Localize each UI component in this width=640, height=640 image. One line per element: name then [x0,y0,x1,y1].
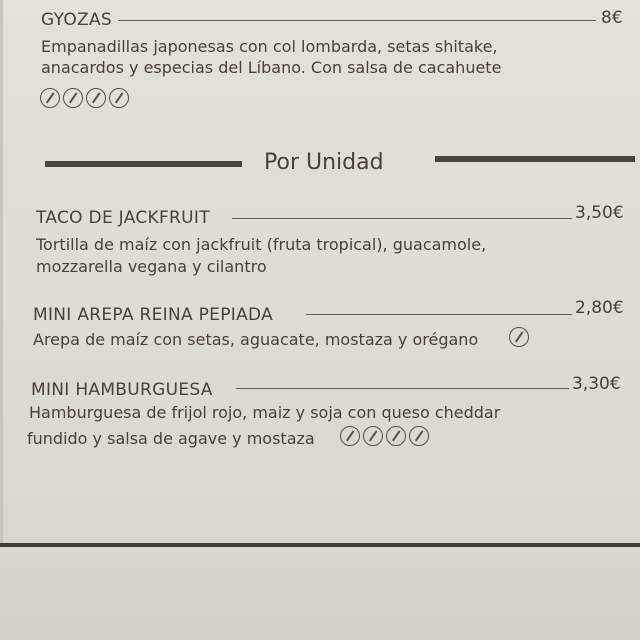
section-bar-left [45,161,242,167]
price-leader [118,20,596,21]
item-desc-taco-1: Tortilla de maíz con jackfruit (fruta tropical), guacamole, [36,235,487,254]
item-price-arepa: 2,80€ [575,298,624,318]
table-surface [0,547,640,640]
peanut-icon [109,88,129,108]
allergen-icons-arepa [509,327,529,347]
item-title-arepa: MINI AREPA REINA PEPIADA [33,305,274,325]
mustard-icon [509,327,529,347]
allergen-icons-gyozas [40,88,129,108]
allergen-icons-hamburguesa [340,426,429,446]
soy-icon [386,426,406,446]
price-leader [232,218,572,219]
gluten-icon [40,88,60,108]
item-desc-arepa-1: Arepa de maíz con setas, aguacate, mostaza y orégano [33,330,479,349]
mustard-icon [409,426,429,446]
item-price-taco: 3,50€ [575,203,624,223]
item-desc-gyozas-1: Empanadillas japonesas con col lombarda, setas shitake, [41,37,498,56]
item-title-gyozas: GYOZAS [41,10,113,30]
item-price-gyozas: 8€ [601,8,623,28]
gluten-icon [340,426,360,446]
item-desc-taco-2: mozzarella vegana y cilantro [36,257,267,276]
item-desc-hamburguesa-2: fundido y salsa de agave y mostaza [27,429,315,448]
page-edge [0,0,3,545]
price-leader [236,388,569,389]
item-price-hamburguesa: 3,30€ [572,374,621,394]
item-desc-hamburguesa-1: Hamburguesa de frijol rojo, maiz y soja con queso cheddar [29,403,501,422]
celery-icon [363,426,383,446]
price-leader [306,314,572,315]
item-desc-gyozas-2: anacardos y especias del Líbano. Con salsa de cacahuete [41,58,502,77]
item-title-taco: TACO DE JACKFRUIT [36,208,210,228]
soy-icon [63,88,83,108]
item-title-hamburguesa: MINI HAMBURGUESA [31,380,213,400]
nuts-icon [86,88,106,108]
section-title: Por Unidad [264,150,384,175]
section-bar-right [435,156,635,162]
